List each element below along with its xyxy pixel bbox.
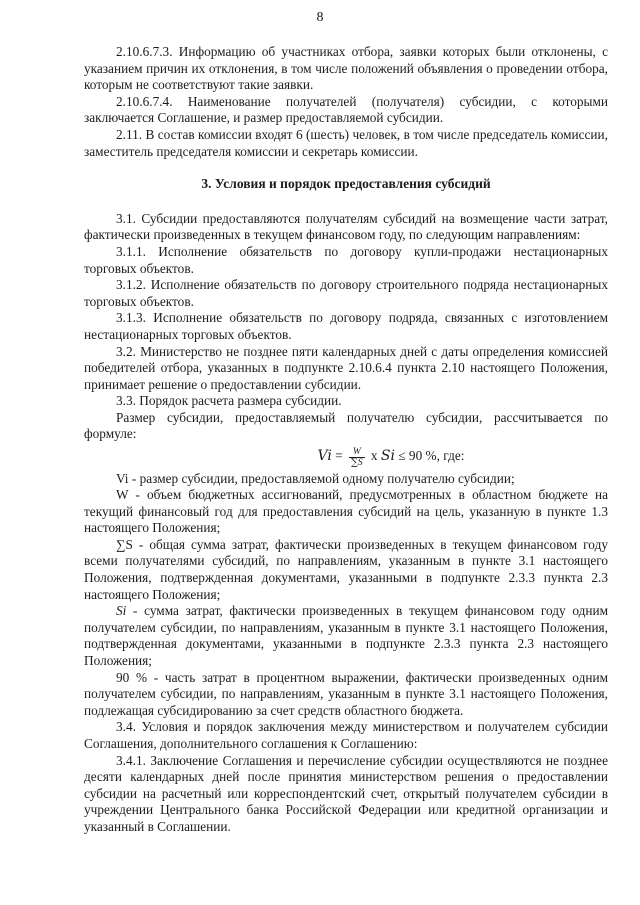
definition-percent: 90 % - часть затрат в процентном выражении, фактически произведенных одним получателем субсидии, по направлениям, указанным в пункте 3.1 настоящего Положения, подлежащая субсидированию за счет средств областного бюджета. <box>84 669 608 718</box>
subsidy-formula <box>84 446 608 467</box>
formula-denominator-var: S <box>357 457 363 468</box>
formula-equals: = <box>335 448 343 464</box>
paragraph-3-3: 3.3. Порядок расчета размера субсидии. <box>116 393 342 409</box>
paragraph-3-1-1: 3.1.1. Исполнение обязательств по договору купли-продажи нестационарных торговых объектов. <box>84 243 608 276</box>
formula-times: x <box>370 448 378 464</box>
paragraph-3-2: 3.2. Министерство не позднее пяти календарных дней с даты определения комиссией победителей отбора, указанных в подпункте 2.10.6.4 пункта 2.10 настоящего Положения, принимает решение о предоставлении субсидии. <box>84 343 608 392</box>
definition-sum-s: ∑S - общая сумма затрат, фактически произведенных в текущем финансовом году всеми получателями субсидий, по направлениям, указанным в пункте 3.1 настоящего Положения, подтвержденная документами, указанными в подпункте 2.3.3 пункта 2.3 настоящего Положения; <box>84 536 608 602</box>
paragraph-formula-intro: Размер субсидии, предоставляемый получателю субсидии, рассчитывается по формуле: <box>84 409 608 442</box>
sigma-symbol: ∑ <box>351 456 358 468</box>
document-body <box>84 44 608 836</box>
page-number: 8 <box>316 10 324 25</box>
paragraph-2-10-6-7-4: 2.10.6.7.4. Наименование получателей (получателя) субсидии, с которыми заключается Соглашение, и размер предоставляемой субсидии. <box>84 93 608 126</box>
formula-denominator <box>349 458 365 468</box>
formula-fraction <box>349 447 365 468</box>
definition-si-term: Si <box>116 603 127 619</box>
section-heading: 3. Условия и порядок предоставления субсидий <box>201 176 491 192</box>
formula-numerator: W <box>349 447 365 458</box>
paragraph-2-10-6-7-3: 2.10.6.7.3. Информацию об участниках отбора, заявки которых были отклонены, с указанием причин их отклонения, в том числе положений объявления о проведении отбора, которым не соответствуют такие заявки. <box>84 44 608 93</box>
definition-si <box>84 603 608 669</box>
definition-vi: Vi - размер субсидии, предоставляемой одному получателю субсидии; <box>116 470 515 486</box>
formula-si: Si <box>380 448 395 465</box>
paragraph-2-11: 2.11. В состав комиссии входят 6 (шесть) человек, в том числе председатель комиссии, заместитель председателя комиссии и секретарь комиссии. <box>84 126 608 159</box>
formula-lhs: Vi <box>317 448 332 465</box>
definition-si-text: - сумма затрат, фактически произведенных в текущем финансовом году одним получателем субсидии, по направлениям, указанным в пункте 3.1 настоящего Положения, подтвержденная документами, указанными в подпункте 2.3.3 пункта 2.3 настоящего Положения; <box>84 603 608 669</box>
paragraph-3-4: 3.4. Условия и порядок заключения между министерством и получателем субсидии Соглашения, дополнительного соглашения к Соглашению: <box>84 719 608 752</box>
definition-w: W - объем бюджетных ассигнований, предусмотренных в областном бюджете на текущий финансовый год для предоставления субсидий на цель, указанную в пункте 1.3 настоящего Положения; <box>84 487 608 536</box>
paragraph-3-1: 3.1. Субсидии предоставляются получателям субсидий на возмещение части затрат, фактически произведенных в текущем финансовом году, по следующим направлениям: <box>84 210 608 243</box>
paragraph-3-4-1: 3.4.1. Заключение Соглашения и перечисление субсидии осуществляются не позднее десяти календарных дней после принятия министерством решения о предоставлении субсидии на расчетный или корреспондентский счет, открытый получателем субсидии в учреждении Центрального банка Российской Федерации или кредитной организации и указанный в Соглашении. <box>84 752 608 834</box>
formula-condition: ≤ 90 %, где: <box>398 448 465 464</box>
paragraph-3-1-3: 3.1.3. Исполнение обязательств по договору подряда, связанных с изготовлением нестационарных торговых объектов. <box>84 310 608 342</box>
paragraph-3-1-2: 3.1.2. Исполнение обязательств по договору строительного подряда нестационарных торговых объектов. <box>84 277 608 309</box>
